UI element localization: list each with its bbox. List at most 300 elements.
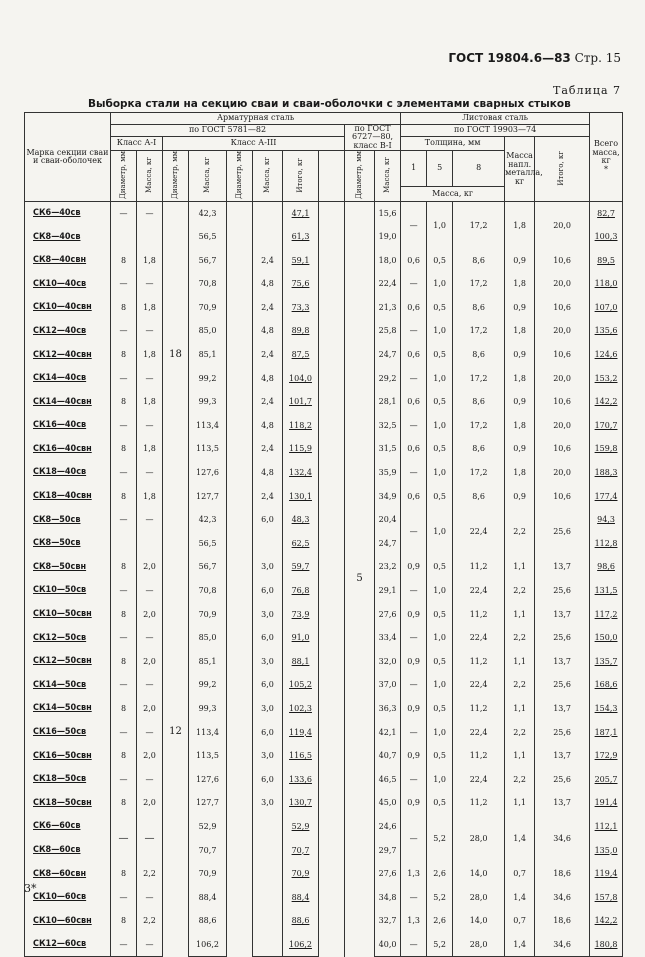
steel-table bbox=[24, 112, 623, 957]
cell-a1m: — bbox=[137, 414, 163, 438]
cell-a3m2: 6,0 bbox=[253, 627, 283, 651]
cell-weld: 2,2 bbox=[505, 721, 535, 745]
cell-a3tot: 106,2 bbox=[283, 933, 319, 957]
cell-a3m1: 56,7 bbox=[189, 556, 227, 580]
cell-mark: СК6—60св bbox=[25, 815, 111, 839]
cell-s5: 2,6 bbox=[427, 863, 453, 887]
cell-a1m: 1,8 bbox=[137, 391, 163, 415]
cell-s5: 1,0 bbox=[427, 202, 453, 249]
cell-s5: 0,5 bbox=[427, 391, 453, 415]
cell-a3m2: 4,8 bbox=[253, 367, 283, 391]
cell-grand: 119,4 bbox=[590, 863, 623, 887]
cell-mark: СК8—50свн bbox=[25, 556, 111, 580]
cell-weld: 2,2 bbox=[505, 579, 535, 603]
cell-s5: 0,5 bbox=[427, 485, 453, 509]
cell-grand: 205,7 bbox=[590, 768, 623, 792]
cell-grand: 98,6 bbox=[590, 556, 623, 580]
cell-s1: 0,6 bbox=[401, 249, 427, 273]
cell-s8: 8,6 bbox=[453, 391, 505, 415]
cell-stot: 18,6 bbox=[535, 910, 590, 934]
cell-grand: 135,7 bbox=[590, 650, 623, 674]
cell-a3tot: 115,9 bbox=[283, 438, 319, 462]
cell-a3m1: 42,3 bbox=[189, 202, 227, 226]
cell-stot: 20,0 bbox=[535, 461, 590, 485]
cell-a1m: 2,0 bbox=[137, 745, 163, 769]
cell-stot: 34,6 bbox=[535, 815, 590, 862]
cell-a3tot: 70,9 bbox=[283, 863, 319, 887]
cell-b1m: 29,7 bbox=[375, 839, 401, 863]
cell-s8: 11,2 bbox=[453, 697, 505, 721]
cell-a1m: — bbox=[137, 461, 163, 485]
cell-s8: 14,0 bbox=[453, 910, 505, 934]
b1-diam-header: Диаметр, мм bbox=[345, 151, 375, 202]
gost5781-header: по ГОСТ 5781—82 bbox=[111, 125, 345, 137]
cell-b1m: 24,6 bbox=[375, 815, 401, 839]
cell-b1m: 27,6 bbox=[375, 603, 401, 627]
cell-a3m1: 85,0 bbox=[189, 320, 227, 344]
cell-b1m: 25,8 bbox=[375, 320, 401, 344]
cell-a3tot: 75,6 bbox=[283, 273, 319, 297]
cell-s1: — bbox=[401, 627, 427, 651]
cell-s5: 0,5 bbox=[427, 792, 453, 816]
cell-a1m: 1,8 bbox=[137, 438, 163, 462]
cell-grand: 135,0 bbox=[590, 839, 623, 863]
cell-a3m1: 85,0 bbox=[189, 627, 227, 651]
cell-a1d: — bbox=[111, 627, 137, 651]
cell-a3m1: 127,6 bbox=[189, 461, 227, 485]
cell-s8: 11,2 bbox=[453, 745, 505, 769]
cell-b1m: 45,0 bbox=[375, 792, 401, 816]
cell-mark: СК12—50св bbox=[25, 627, 111, 651]
cell-a1d: — bbox=[111, 202, 137, 226]
cell-mark: СК12—50свн bbox=[25, 650, 111, 674]
cell-mark: СК18—50св bbox=[25, 768, 111, 792]
cell-weld: 1,1 bbox=[505, 792, 535, 816]
cell-stot: 13,7 bbox=[535, 697, 590, 721]
cell-a1m: 2,0 bbox=[137, 556, 163, 580]
cell-s8: 11,2 bbox=[453, 556, 505, 580]
cell-s5: 0,5 bbox=[427, 603, 453, 627]
cell-a1d: 8 bbox=[111, 863, 137, 887]
cell-b1m: 22,4 bbox=[375, 273, 401, 297]
cell-a1d: — bbox=[111, 721, 137, 745]
cell-weld: 2,2 bbox=[505, 768, 535, 792]
cell-a1d: 8 bbox=[111, 438, 137, 462]
cell-mark: СК12—40свн bbox=[25, 343, 111, 367]
cell-s8: 28,0 bbox=[453, 933, 505, 957]
cell-a1m: — bbox=[137, 768, 163, 792]
cell-a3m1: 127,7 bbox=[189, 792, 227, 816]
a3-mass2-header: Масса, кг bbox=[253, 151, 283, 202]
cell-a3tot: 118,2 bbox=[283, 414, 319, 438]
cell-a3m1: 88,4 bbox=[189, 886, 227, 910]
cell-stot: 20,0 bbox=[535, 414, 590, 438]
cell-a3tot: 116,5 bbox=[283, 745, 319, 769]
cell-b1m: 33,4 bbox=[375, 627, 401, 651]
cell-a1m: — bbox=[137, 320, 163, 344]
cell-a1-diam-span: — bbox=[111, 815, 137, 862]
cell-stot: 25,6 bbox=[535, 768, 590, 792]
cell-a3m2: 4,8 bbox=[253, 320, 283, 344]
cell-s8: 11,2 bbox=[453, 603, 505, 627]
cell-mark: СК16—40св bbox=[25, 414, 111, 438]
cell-a3m2: 6,0 bbox=[253, 674, 283, 698]
cell-weld: 1,8 bbox=[505, 202, 535, 249]
cell-b1m: 34,9 bbox=[375, 485, 401, 509]
cell-a3m1: 70,9 bbox=[189, 296, 227, 320]
cell-weld: 1,1 bbox=[505, 697, 535, 721]
cell-s5: 1,0 bbox=[427, 721, 453, 745]
cell-mark: СК16—50св bbox=[25, 721, 111, 745]
cell-s8: 14,0 bbox=[453, 863, 505, 887]
cell-mark: СК18—40свн bbox=[25, 485, 111, 509]
cell-a3tot: 105,2 bbox=[283, 674, 319, 698]
cell-s1: — bbox=[401, 461, 427, 485]
cell-s1: 0,6 bbox=[401, 485, 427, 509]
cell-a1m: 1,8 bbox=[137, 343, 163, 367]
cell-a1m: 2,2 bbox=[137, 910, 163, 934]
cell-b1m: 34,8 bbox=[375, 886, 401, 910]
cell-grand: 153,2 bbox=[590, 367, 623, 391]
cell-b1m: 32,0 bbox=[375, 650, 401, 674]
cell-stot: 25,6 bbox=[535, 579, 590, 603]
gost6727-header: по ГОСТ 6727—80, класс В-I bbox=[345, 125, 401, 151]
cell-weld: 0,7 bbox=[505, 910, 535, 934]
cell-a3tot: 61,3 bbox=[283, 225, 319, 249]
cell-s5: 1,0 bbox=[427, 674, 453, 698]
cell-stot: 18,6 bbox=[535, 863, 590, 887]
cell-s1: 0,6 bbox=[401, 343, 427, 367]
cell-mark: СК18—40св bbox=[25, 461, 111, 485]
cell-weld: 2,2 bbox=[505, 627, 535, 651]
cell-a3m2: 3,0 bbox=[253, 792, 283, 816]
cell-a1d: 8 bbox=[111, 792, 137, 816]
cell-mark: СК12—60св bbox=[25, 933, 111, 957]
cell-weld: 1,4 bbox=[505, 933, 535, 957]
cell-s5: 0,5 bbox=[427, 745, 453, 769]
a1-diam-header: Диаметр, мм bbox=[111, 151, 137, 202]
cell-stot: 20,0 bbox=[535, 367, 590, 391]
cell-stot: 13,7 bbox=[535, 556, 590, 580]
cell-b1m: 36,3 bbox=[375, 697, 401, 721]
cell-s5: 0,5 bbox=[427, 249, 453, 273]
table-body bbox=[25, 202, 623, 957]
cell-a1d: — bbox=[111, 768, 137, 792]
cell-b1m: 28,1 bbox=[375, 391, 401, 415]
cell-s1: — bbox=[401, 367, 427, 391]
cell-a3-blank-span bbox=[319, 202, 345, 957]
cell-s5: 0,5 bbox=[427, 650, 453, 674]
cell-s1: 0,6 bbox=[401, 438, 427, 462]
cell-a1d: 8 bbox=[111, 249, 137, 273]
cell-stot: 10,6 bbox=[535, 296, 590, 320]
a3-diam1-header: Диаметр, мм bbox=[163, 151, 189, 202]
cell-a3m1: 70,7 bbox=[189, 839, 227, 863]
cell-a1m: 1,8 bbox=[137, 296, 163, 320]
cell-a1d: 8 bbox=[111, 603, 137, 627]
cell-a3tot: 88,4 bbox=[283, 886, 319, 910]
cell-a1m bbox=[137, 225, 163, 249]
cell-s1: 0,6 bbox=[401, 391, 427, 415]
cell-a3m2: 3,0 bbox=[253, 650, 283, 674]
cell-b1m: 15,6 bbox=[375, 202, 401, 226]
cell-a1m bbox=[137, 532, 163, 556]
armature-header: Арматурная сталь bbox=[111, 113, 401, 125]
cell-a3m2 bbox=[253, 839, 283, 863]
grand-total-header: Всего масса, кг * bbox=[590, 113, 623, 202]
cell-a3m1: 56,5 bbox=[189, 225, 227, 249]
cell-s1: 0,9 bbox=[401, 603, 427, 627]
cell-grand: 112,8 bbox=[590, 532, 623, 556]
cell-mark: СК14—40свн bbox=[25, 391, 111, 415]
cell-a3m1: 99,2 bbox=[189, 674, 227, 698]
cell-weld: 0,9 bbox=[505, 391, 535, 415]
cell-a3m2 bbox=[253, 863, 283, 887]
cell-a3tot: 88,1 bbox=[283, 650, 319, 674]
cell-s8: 8,6 bbox=[453, 438, 505, 462]
cell-b1-diam-span: 5 bbox=[345, 202, 375, 957]
cell-a1d: — bbox=[111, 933, 137, 957]
cell-a3m2: 2,4 bbox=[253, 343, 283, 367]
cell-a3tot: 91,0 bbox=[283, 627, 319, 651]
page-number: Стр. 15 bbox=[574, 51, 621, 65]
cell-s8: 8,6 bbox=[453, 249, 505, 273]
cell-a1m: — bbox=[137, 509, 163, 533]
cell-s5: 1,0 bbox=[427, 768, 453, 792]
cell-s8: 17,2 bbox=[453, 414, 505, 438]
cell-s5: 1,0 bbox=[427, 461, 453, 485]
page-mark: 3* bbox=[24, 882, 37, 895]
cell-a1-mass-span: — bbox=[137, 815, 163, 862]
cell-a1m: 2,0 bbox=[137, 650, 163, 674]
cell-mark: СК8—40св bbox=[25, 225, 111, 249]
cell-grand: 188,3 bbox=[590, 461, 623, 485]
cell-a3m2 bbox=[253, 202, 283, 226]
cell-weld: 0,9 bbox=[505, 249, 535, 273]
cell-a3tot: 59,7 bbox=[283, 556, 319, 580]
cell-a3m2 bbox=[253, 532, 283, 556]
cell-s8: 22,4 bbox=[453, 579, 505, 603]
cell-a3m2: 3,0 bbox=[253, 603, 283, 627]
cell-grand: 170,7 bbox=[590, 414, 623, 438]
cell-a3m2: 6,0 bbox=[253, 579, 283, 603]
cell-s8: 17,2 bbox=[453, 202, 505, 249]
table-row bbox=[25, 202, 623, 226]
cell-b1m: 24,7 bbox=[375, 532, 401, 556]
cell-stot: 13,7 bbox=[535, 650, 590, 674]
cell-s1: 0,9 bbox=[401, 745, 427, 769]
cell-grand: 100,3 bbox=[590, 225, 623, 249]
cell-grand: 107,0 bbox=[590, 296, 623, 320]
cell-a3m2: 2,4 bbox=[253, 438, 283, 462]
cell-a1m: — bbox=[137, 579, 163, 603]
cell-mark: СК8—40свн bbox=[25, 249, 111, 273]
cell-mark: СК6—40св bbox=[25, 202, 111, 226]
cell-a3m1: 70,8 bbox=[189, 273, 227, 297]
cell-grand: 180,8 bbox=[590, 933, 623, 957]
cell-stot: 13,7 bbox=[535, 745, 590, 769]
cell-s5: 1,0 bbox=[427, 367, 453, 391]
cell-s8: 11,2 bbox=[453, 792, 505, 816]
cell-a3m1: 113,4 bbox=[189, 414, 227, 438]
cell-a3tot: 73,3 bbox=[283, 296, 319, 320]
cell-a1d bbox=[111, 225, 137, 249]
cell-a3m1: 127,7 bbox=[189, 485, 227, 509]
sheet-total-header: Итого, кг bbox=[535, 137, 590, 202]
cell-b1m: 40,0 bbox=[375, 933, 401, 957]
cell-stot: 25,6 bbox=[535, 674, 590, 698]
cell-s5: 1,0 bbox=[427, 627, 453, 651]
cell-b1m: 42,1 bbox=[375, 721, 401, 745]
cell-mark: СК14—50св bbox=[25, 674, 111, 698]
cell-stot: 13,7 bbox=[535, 603, 590, 627]
cell-stot: 10,6 bbox=[535, 485, 590, 509]
b1-mass-header: Масса, кг bbox=[375, 151, 401, 202]
cell-a3tot: 132,4 bbox=[283, 461, 319, 485]
cell-weld: 1,1 bbox=[505, 603, 535, 627]
cell-grand: 135,6 bbox=[590, 320, 623, 344]
cell-a3-diam2-span bbox=[227, 202, 253, 957]
cell-s1: 0,9 bbox=[401, 792, 427, 816]
cell-mark: СК10—60свн bbox=[25, 910, 111, 934]
cell-stot: 20,0 bbox=[535, 320, 590, 344]
cell-weld: 1,8 bbox=[505, 414, 535, 438]
cell-s5: 1,0 bbox=[427, 273, 453, 297]
cell-a3m2: 4,8 bbox=[253, 273, 283, 297]
a3-itogo-header: Итого, кг bbox=[283, 151, 319, 202]
cell-b1m: 37,0 bbox=[375, 674, 401, 698]
doc-number: ГОСТ 19804.6—83 bbox=[448, 51, 571, 65]
cell-a1m: 2,0 bbox=[137, 792, 163, 816]
cell-a1d: 8 bbox=[111, 910, 137, 934]
cell-weld: 1,8 bbox=[505, 367, 535, 391]
cell-b1m: 24,7 bbox=[375, 343, 401, 367]
cell-a3tot: 48,3 bbox=[283, 509, 319, 533]
cell-a3tot: 47,1 bbox=[283, 202, 319, 226]
thickness-5-header: 5 bbox=[427, 151, 453, 187]
cell-grand: 112,1 bbox=[590, 815, 623, 839]
cell-b1m: 21,3 bbox=[375, 296, 401, 320]
cell-b1m: 32,7 bbox=[375, 910, 401, 934]
cell-a3m2: 2,4 bbox=[253, 485, 283, 509]
cell-a3m2 bbox=[253, 910, 283, 934]
cell-mark: СК14—40св bbox=[25, 367, 111, 391]
cell-a3m1: 113,4 bbox=[189, 721, 227, 745]
cell-s5: 0,5 bbox=[427, 556, 453, 580]
cell-mark: СК8—50св bbox=[25, 532, 111, 556]
cell-stot: 20,0 bbox=[535, 202, 590, 249]
cell-weld: 1,1 bbox=[505, 650, 535, 674]
cell-s8: 22,4 bbox=[453, 721, 505, 745]
cell-grand: 82,7 bbox=[590, 202, 623, 226]
cell-b1m: 32,5 bbox=[375, 414, 401, 438]
cell-s5: 1,0 bbox=[427, 579, 453, 603]
cell-s5: 0,5 bbox=[427, 296, 453, 320]
cell-s1: — bbox=[401, 509, 427, 556]
cell-a1d: 8 bbox=[111, 296, 137, 320]
cell-s8: 17,2 bbox=[453, 367, 505, 391]
cell-a3-diam1-span: 12 bbox=[163, 509, 189, 957]
cell-s1: 1,3 bbox=[401, 863, 427, 887]
cell-a3m2: 6,0 bbox=[253, 509, 283, 533]
cell-weld: 1,8 bbox=[505, 461, 535, 485]
cell-grand: 191,4 bbox=[590, 792, 623, 816]
cell-s5: 2,6 bbox=[427, 910, 453, 934]
cell-a1d: — bbox=[111, 414, 137, 438]
cell-stot: 34,6 bbox=[535, 933, 590, 957]
cell-a3m1: 56,7 bbox=[189, 249, 227, 273]
cell-s8: 8,6 bbox=[453, 485, 505, 509]
cell-mark: СК10—40свн bbox=[25, 296, 111, 320]
cell-a3tot: 87,5 bbox=[283, 343, 319, 367]
cell-mark: СК16—40свн bbox=[25, 438, 111, 462]
cell-s5: 0,5 bbox=[427, 697, 453, 721]
cell-a3m2: 4,8 bbox=[253, 414, 283, 438]
cell-s1: 0,9 bbox=[401, 697, 427, 721]
cell-a3tot: 130,1 bbox=[283, 485, 319, 509]
cell-stot: 13,7 bbox=[535, 792, 590, 816]
thickness-1-header: 1 bbox=[401, 151, 427, 187]
cell-stot: 10,6 bbox=[535, 438, 590, 462]
cell-a1d: 8 bbox=[111, 391, 137, 415]
cell-stot: 25,6 bbox=[535, 627, 590, 651]
a3-blank-header bbox=[319, 151, 345, 202]
cell-weld: 0,9 bbox=[505, 485, 535, 509]
cell-grand: 131,5 bbox=[590, 579, 623, 603]
class-a1-header: Класс А-I bbox=[111, 137, 163, 151]
cell-s1: 1,3 bbox=[401, 910, 427, 934]
cell-s1: — bbox=[401, 579, 427, 603]
cell-a1m: — bbox=[137, 202, 163, 226]
cell-a3tot: 76,8 bbox=[283, 579, 319, 603]
thickness-header: Толщина, мм bbox=[401, 137, 505, 151]
class-a3-header: Класс А-III bbox=[163, 137, 345, 151]
cell-a3m2: 3,0 bbox=[253, 697, 283, 721]
cell-grand: 150,0 bbox=[590, 627, 623, 651]
cell-s8: 28,0 bbox=[453, 886, 505, 910]
cell-b1m: 23,2 bbox=[375, 556, 401, 580]
cell-b1m: 29,2 bbox=[375, 367, 401, 391]
cell-a3m1: 70,8 bbox=[189, 579, 227, 603]
gost19903-header: по ГОСТ 19903—74 bbox=[401, 125, 590, 137]
cell-b1m: 46,5 bbox=[375, 768, 401, 792]
cell-s8: 22,4 bbox=[453, 768, 505, 792]
cell-a3m2 bbox=[253, 886, 283, 910]
cell-a3m1: 85,1 bbox=[189, 343, 227, 367]
cell-a3m2: 2,4 bbox=[253, 391, 283, 415]
cell-s8: 28,0 bbox=[453, 815, 505, 862]
cell-a1m: — bbox=[137, 721, 163, 745]
cell-a3tot: 59,1 bbox=[283, 249, 319, 273]
cell-a3m2: 6,0 bbox=[253, 768, 283, 792]
cell-a3m2 bbox=[253, 225, 283, 249]
cell-grand: 177,4 bbox=[590, 485, 623, 509]
cell-a3tot: 52,9 bbox=[283, 815, 319, 839]
cell-s1: — bbox=[401, 273, 427, 297]
cell-a3m1: 113,5 bbox=[189, 745, 227, 769]
col-mark-header: Марка секции сваи и сваи-оболочек bbox=[25, 113, 111, 202]
cell-s1: — bbox=[401, 721, 427, 745]
cell-a3m1: 42,3 bbox=[189, 509, 227, 533]
cell-b1m: 18,0 bbox=[375, 249, 401, 273]
cell-mark: СК18—50свн bbox=[25, 792, 111, 816]
cell-s5: 1,0 bbox=[427, 414, 453, 438]
thickness-8-header: 8 bbox=[453, 151, 505, 187]
cell-a1d: — bbox=[111, 273, 137, 297]
cell-b1m: 20,4 bbox=[375, 509, 401, 533]
cell-grand: 168,6 bbox=[590, 674, 623, 698]
cell-weld: 1,4 bbox=[505, 886, 535, 910]
